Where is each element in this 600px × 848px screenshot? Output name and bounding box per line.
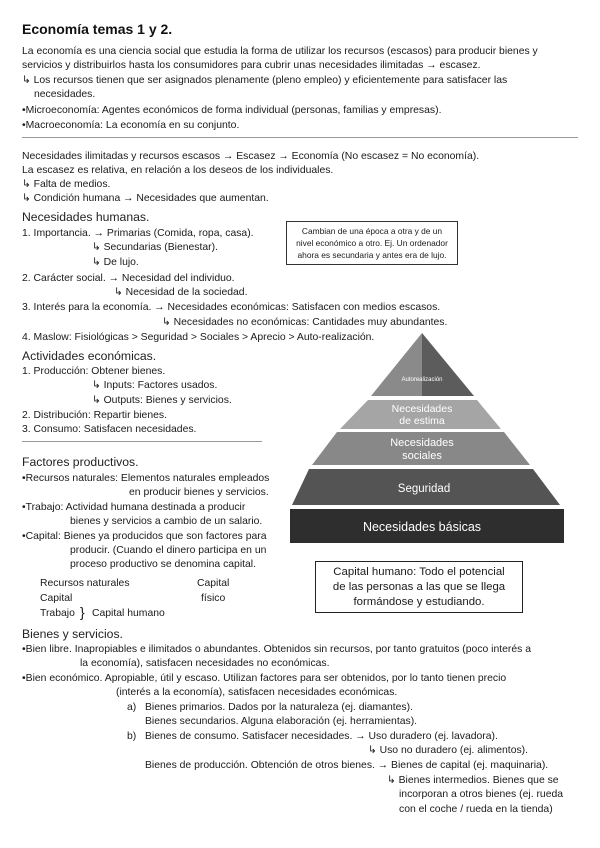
intro-bullet-resources: ↳ Los recursos tienen que ser asignados plenamente (pleno empleo) y eficientemente para satisfacer las: [22, 75, 508, 86]
goods-line-free-cont: la economía), satisfacen necesidades no económicas.: [80, 658, 330, 669]
scarcity-line-1: Necesidades ilimitadas y recursos escasos → Escasez → Economía (No escasez = No economía).: [22, 151, 480, 162]
activities-line-production: 1. Producción: Obtener bienes.: [22, 366, 166, 377]
needs-line-society: ↳ Necesidad de la sociedad.: [114, 287, 248, 298]
human-capital-line-2: de las personas a las que se llega: [332, 581, 506, 593]
factors-table-brace: }: [80, 604, 85, 620]
activities-line-outputs: ↳ Outputs: Bienes y servicios.: [92, 395, 232, 406]
goods-label-b: b): [127, 731, 137, 742]
needs-note-line-2: nivel económico a otro. Ej. Un ordenador: [296, 238, 448, 248]
goods-line-economic-cont: (interés a la economía), satisfacen necesidades económicas.: [116, 687, 398, 698]
pyramid-level-self-actualization: [371, 333, 422, 396]
needs-line-importance: 1. Importancia. → Primarias (Comida, ropa, casa).: [22, 228, 254, 239]
factors-line-capital-cont-1: producir. (Cuando el dinero participa en un: [70, 545, 267, 556]
factors-line-natural-cont: en producir bienes y servicios.: [129, 487, 269, 498]
goods-line-production: Bienes de producción. Obtención de otros bienes. → Bienes de capital (ej. maquinaria).: [145, 760, 549, 771]
pyramid-label-esteem-line-1: Necesidades: [391, 403, 453, 415]
scarcity-line-3: ↳ Falta de medios.: [22, 179, 111, 190]
factors-table-natural: Recursos naturales: [40, 578, 130, 589]
pyramid-label-self-actualization: Autorealización: [401, 377, 443, 383]
pyramid-level-self-actualization-shade: [422, 333, 474, 396]
factors-line-labor-cont: bienes y servicios a cambio de un salario.: [70, 516, 263, 527]
human-capital-line-3: formándose y estudiando.: [353, 596, 485, 608]
goods-line-intermediate-cont-1: incorporan a otros bienes (ej. rueda: [399, 789, 564, 800]
pyramid-label-security: Seguridad: [397, 483, 451, 495]
factors-table-labor: Trabajo: [40, 608, 75, 619]
goods-line-intermediate-cont-2: con el coche / rueda en la tienda): [399, 804, 553, 815]
activities-line-consumption: 3. Consumo: Satisfacen necesidades.: [22, 424, 197, 435]
scarcity-line-2: La escasez es relativa, en relación a los deseos de los individuales.: [22, 165, 334, 176]
human-capital-line-1: Capital humano: Todo el potencial: [333, 566, 505, 578]
goods-line-secondary: Bienes secundarios. Alguna elaboración (ej. herramientas).: [145, 716, 418, 727]
microeconomics-definition: •Microeconomía: Agentes económicos de forma individual (personas, familias y empresas).: [22, 105, 442, 116]
section-divider: [22, 137, 578, 138]
factors-line-capital: •Capital: Bienes ya producidos que son factores para: [22, 531, 267, 542]
factors-table-physical: físico: [201, 593, 226, 604]
needs-line-social: 2. Carácter social. → Necesidad del individuo.: [22, 273, 235, 284]
goods-line-economic: •Bien económico. Apropiable, útil y escaso. Utilizan factores para ser obtenidos, por lo tanto tienen precio: [22, 673, 507, 684]
macroeconomics-definition: •Macroeconomía: La economía en su conjunto.: [22, 120, 240, 131]
needs-line-maslow: 4. Maslow: Fisiológicas > Seguridad > Sociales > Aprecio > Auto-realización.: [22, 332, 375, 343]
goods-line-free: •Bien libre. Inapropiables e ilimitados o abundantes. Obtenidos sin recursos, por tanto gratuitos (poco interés a: [22, 644, 532, 655]
pyramid-label-basic: Necesidades básicas: [362, 520, 482, 534]
goods-line-primary: Bienes primarios. Dados por la naturaleza (ej. diamantes).: [145, 702, 413, 713]
intro-paragraph-line-1: La economía es una ciencia social que estudia la forma de utilizar los recursos (escasos) para producir bienes y: [22, 46, 538, 57]
needs-note-line-1: Cambian de una época a otra y de un: [301, 226, 443, 236]
activities-line-inputs: ↳ Inputs: Factores usados.: [92, 380, 218, 391]
needs-note-line-3: ahora es secundaria y antes era de lujo.: [297, 250, 447, 260]
needs-line-economic: 3. Interés para la economía. → Necesidades económicas: Satisfacen con medios escasos.: [22, 302, 441, 313]
activities-heading: Actividades económicas.: [22, 349, 157, 363]
factors-table-capital-2: Capital: [40, 593, 73, 604]
needs-line-non-economic: ↳ Necesidades no económicas: Cantidades muy abundantes.: [162, 317, 448, 328]
needs-note-box: [286, 221, 458, 265]
intro-paragraph-line-2: servicios y distribuirlos hasta los consumidores para cubrir unas necesidades ilimitadas → escasez.: [22, 60, 481, 71]
goods-heading: Bienes y servicios.: [22, 627, 123, 641]
factors-line-labor: •Trabajo: Actividad humana destinada a producir: [22, 502, 246, 513]
factors-line-natural: •Recursos naturales: Elementos naturales empleados: [22, 473, 270, 484]
factors-heading: Factores productivos.: [22, 455, 139, 469]
pyramid-label-social-line-2: sociales: [402, 450, 442, 462]
goods-line-non-durable: ↳ Uso no duradero (ej. alimentos).: [368, 745, 529, 756]
activities-divider: [22, 441, 262, 442]
needs-line-luxury: ↳ De lujo.: [92, 257, 139, 268]
goods-label-a: a): [127, 702, 137, 713]
needs-line-secondary: ↳ Secundarias (Bienestar).: [92, 242, 218, 253]
intro-bullet-resources-cont: necesidades.: [34, 89, 96, 100]
factors-table-human-capital: Capital humano: [92, 608, 165, 619]
goods-line-consumer: Bienes de consumo. Satisfacer necesidades. → Uso duradero (ej. lavadora).: [145, 731, 498, 742]
pyramid-label-social-line-1: Necesidades: [390, 437, 454, 449]
factors-line-capital-cont-2: proceso productivo se denomina capital.: [70, 559, 256, 570]
needs-heading: Necesidades humanas.: [22, 210, 150, 224]
page-title: Economía temas 1 y 2.: [22, 21, 173, 37]
activities-line-distribution: 2. Distribución: Repartir bienes.: [22, 410, 167, 421]
pyramid-label-esteem-line-2: de estima: [399, 415, 445, 427]
goods-line-intermediate: ↳ Bienes intermedios. Bienes que se: [387, 775, 559, 786]
factors-table-capital: Capital: [197, 578, 230, 589]
maslow-pyramid: [290, 333, 584, 549]
human-capital-box: [315, 561, 523, 613]
scarcity-line-4: ↳ Condición humana → Necesidades que aumentan.: [22, 193, 269, 204]
